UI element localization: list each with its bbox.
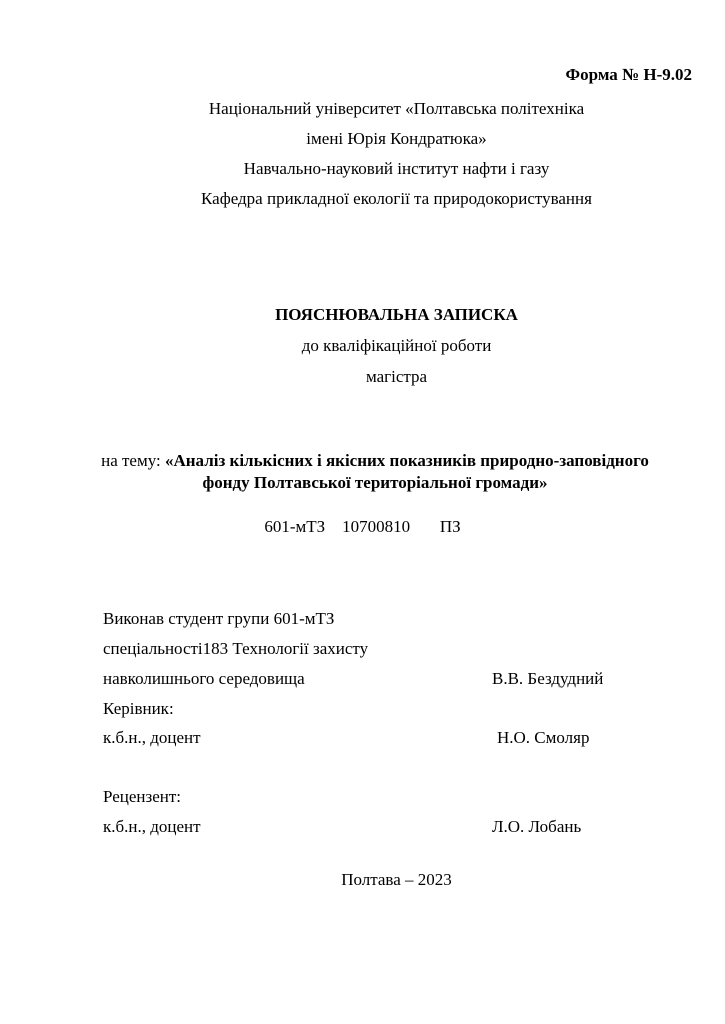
performed-by-line2: спеціальності183 Технології захисту — [103, 639, 369, 658]
document-subtitle-2: магістра — [365, 367, 428, 386]
document-title-block — [103, 299, 690, 392]
university-name-line1: Національний університет «Полтавська політехніка — [208, 99, 585, 118]
performed-by-line3: навколишнього середовища — [103, 669, 305, 688]
group-code-line: 601-мТЗ 10700810 ПЗ — [264, 517, 461, 536]
topic-prefix: на тему: — [101, 451, 165, 470]
department-name: Кафедра прикладної екології та природокористування — [201, 189, 592, 208]
supervisor-row — [103, 727, 690, 749]
university-name-line2: імені Юрія Кондратюка» — [306, 129, 487, 148]
topic-text-line1: «Аналіз кількісних і якісних показників природно-заповідного — [164, 451, 649, 470]
document-title: ПОЯСНЮВАЛЬНА ЗАПИСКА — [275, 305, 518, 324]
supervisor-label: Керівник: — [103, 699, 174, 718]
thesis-topic-line2: фонду Полтавської територіальної громади» — [202, 473, 548, 492]
reviewer-name: Л.О. Лобань — [492, 817, 582, 836]
institute-name: Навчально-науковий інститут нафти і газу — [243, 159, 550, 178]
student-name: В.В. Бездудний — [492, 669, 604, 688]
university-header — [103, 94, 690, 214]
footer-city-year: Полтава – 2023 — [341, 870, 452, 889]
performed-by-line3-row — [103, 668, 690, 690]
document-subtitle-1: до кваліфікаційної роботи — [301, 336, 492, 355]
thesis-topic — [60, 450, 690, 494]
form-number: Форма № Н-9.02 — [565, 65, 692, 84]
thesis-topic-line1 — [60, 450, 690, 472]
reviewer-degree: к.б.н., доцент — [103, 817, 201, 836]
performed-by-line1: Виконав студент групи 601-мТЗ — [103, 609, 335, 628]
reviewer-label: Рецензент: — [103, 787, 182, 806]
supervisor-degree: к.б.н., доцент — [103, 728, 201, 747]
supervisor-name: Н.О. Смоляр — [497, 728, 590, 747]
reviewer-row — [103, 816, 690, 838]
